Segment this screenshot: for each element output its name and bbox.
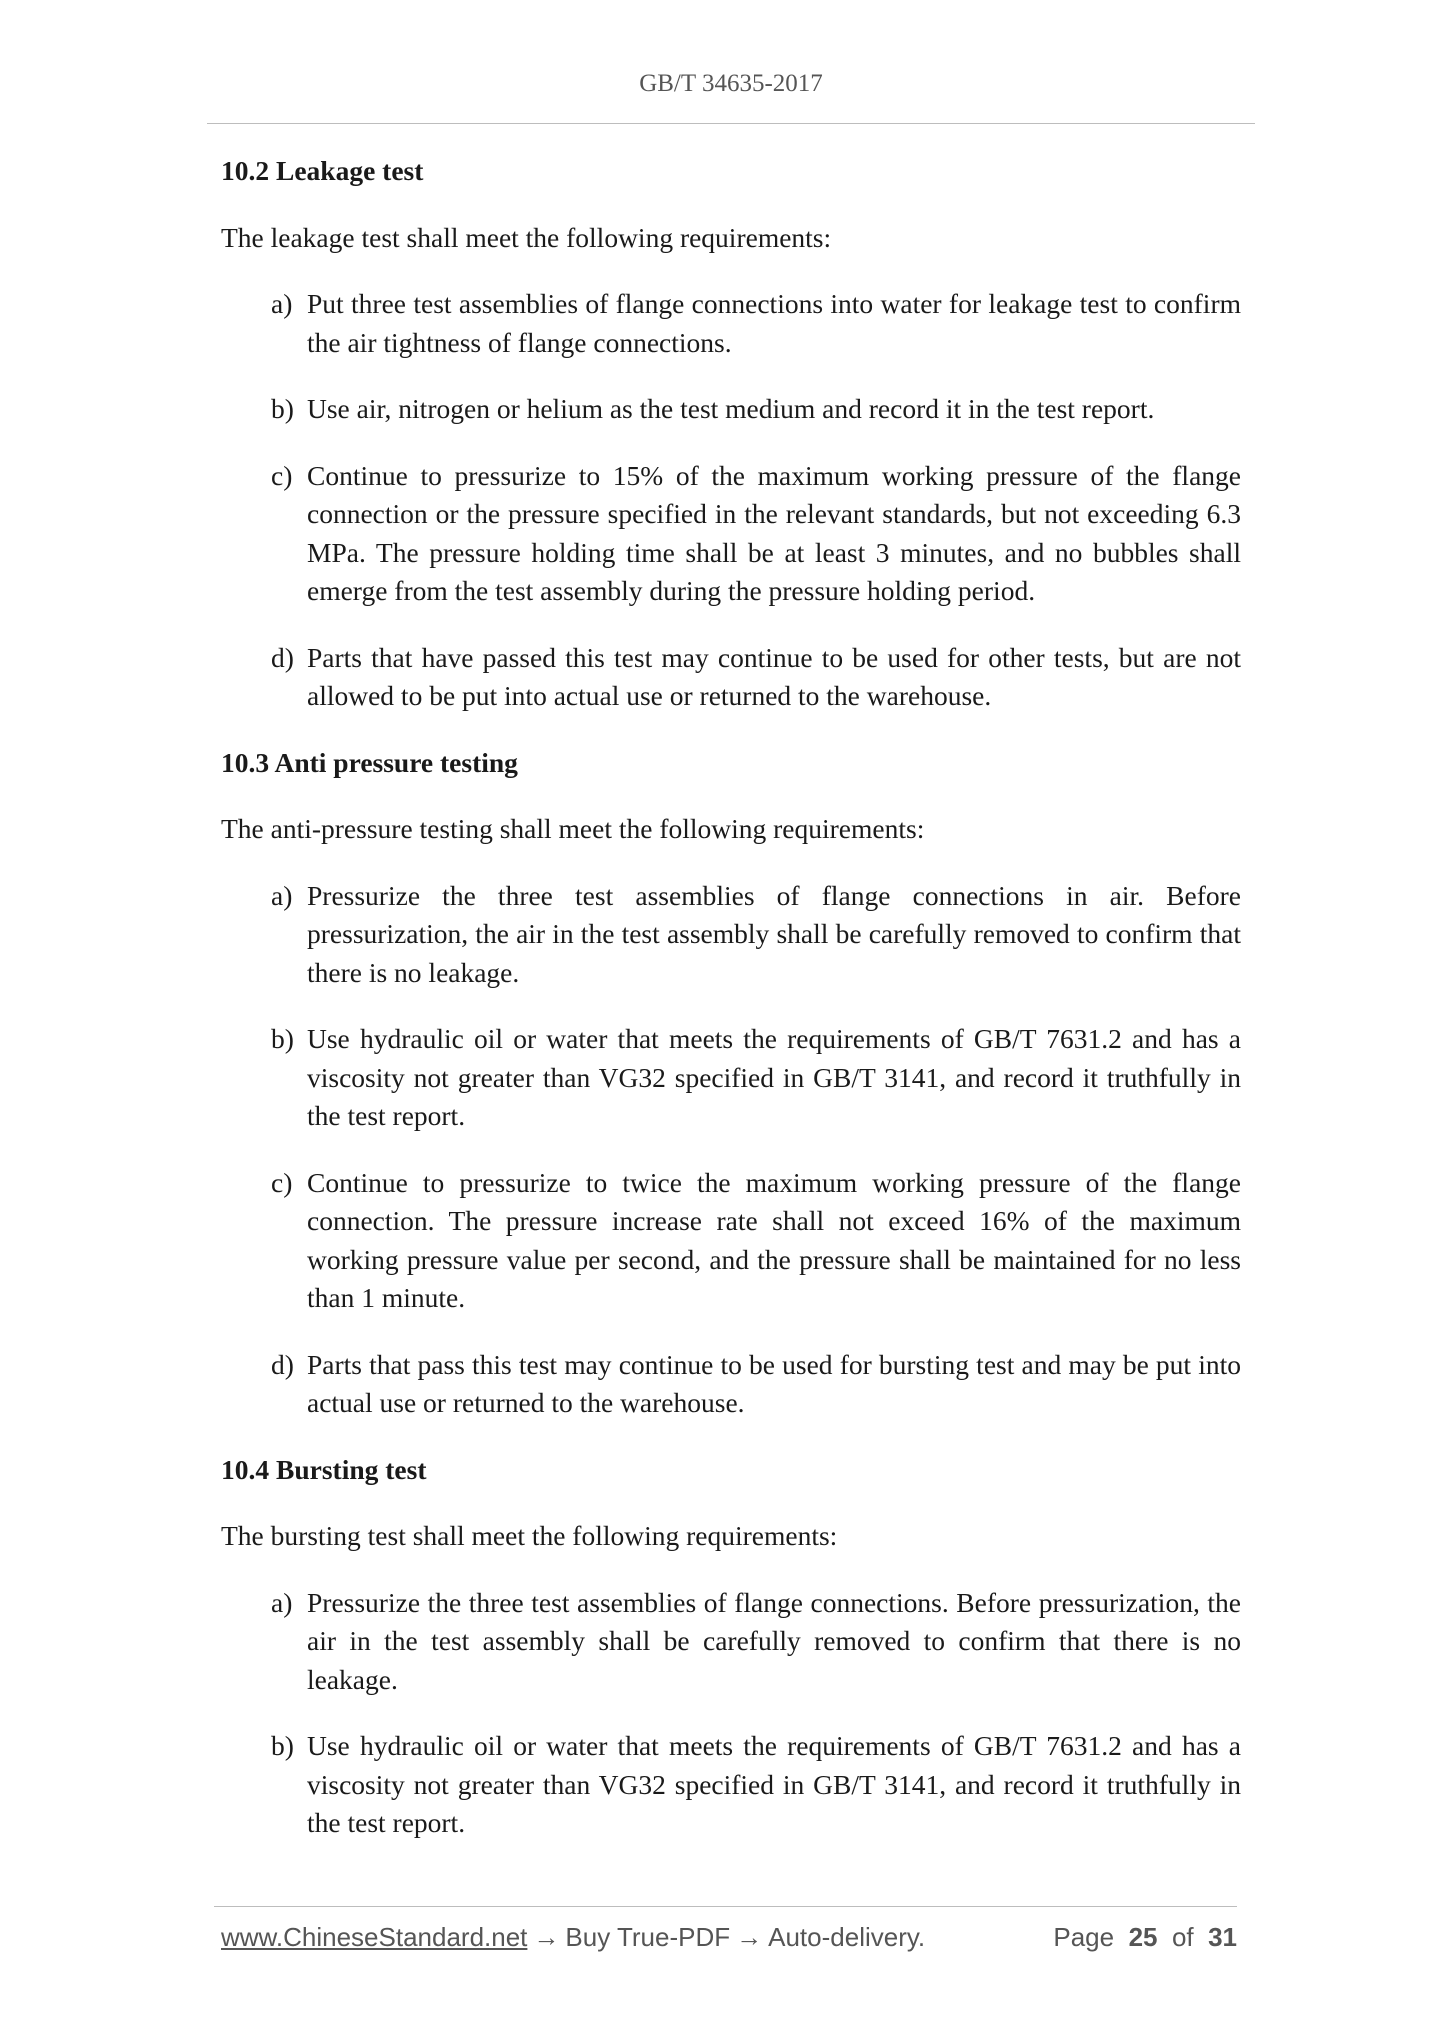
section-10-3 (221, 744, 1241, 1423)
footer-divider (214, 1906, 1237, 1907)
list-marker: b) (271, 1023, 294, 1054)
list-item-text: Use air, nitrogen or helium as the test medium and record it in the test report. (307, 393, 1155, 424)
document-header: GB/T 34635-2017 (639, 70, 823, 97)
section-intro: The leakage test shall meet the following requirements: (221, 221, 832, 253)
arrow-right-icon: → (533, 1922, 560, 1952)
list-marker: a) (271, 879, 293, 911)
list-item-text: Parts that pass this test may continue to be used for bursting test and may be put into actual use or returned to the warehouse. (307, 1348, 1241, 1418)
delivery-text: Auto-delivery. (768, 1922, 926, 1952)
document-body (221, 152, 1241, 1871)
website-link[interactable]: www.ChineseStandard.net (221, 1922, 528, 1952)
section-intro: The bursting test shall meet the following requirements: (221, 1520, 838, 1551)
buy-text: Buy True-PDF (565, 1922, 731, 1952)
list-marker: b) (271, 1730, 294, 1761)
list-marker: c) (271, 459, 293, 491)
list-item (221, 1346, 1241, 1423)
section-heading: 10.2 Leakage test (221, 155, 424, 186)
list-item (221, 390, 1241, 429)
list-item-text: Continue to pressurize to 15% of the maximum working pressure of the flange connection or the pressure specified in the relevant standards, but not exceeding 6.3 MPa. The pressure holding time shall be at least 3 minutes, and no bubbles shall emerge from the test assembly during the pressure holding period. (307, 459, 1241, 606)
section-heading: 10.4 Bursting test (221, 1453, 427, 1485)
requirements-list (221, 877, 1241, 1423)
list-item (221, 1584, 1241, 1700)
list-item-text: Parts that have passed this test may continue to be used for other tests, but are not allowed to be put into actual use or returned to the warehouse. (307, 641, 1241, 711)
section-10-4 (221, 1451, 1241, 1843)
total-pages: 31 (1208, 1922, 1237, 1952)
list-marker: a) (271, 288, 293, 319)
list-item (221, 877, 1241, 993)
list-item (221, 639, 1241, 716)
page-number: 25 (1128, 1922, 1158, 1952)
section-intro: The anti-pressure testing shall meet the following requirements: (221, 813, 925, 844)
page-counter (1053, 1922, 1237, 1953)
list-item-text: Continue to pressurize to twice the maximum working pressure of the flange connection. The pressure increase rate shall not exceed 16% of the maximum working pressure value per second, and the pressure shall be maintained for no less than 1 minute. (307, 1166, 1241, 1313)
list-item-text: Use hydraulic oil or water that meets the requirements of GB/T 7631.2 and has a viscosity not greater than VG32 specified in GB/T 3141, and record it truthfully in the test report. (307, 1730, 1241, 1838)
list-item (221, 457, 1241, 611)
of-label: of (1171, 1922, 1194, 1952)
requirements-list (221, 285, 1241, 716)
page-label: Page (1053, 1922, 1115, 1952)
requirements-list (221, 1584, 1241, 1843)
list-item (221, 1727, 1241, 1843)
list-item (221, 1164, 1241, 1318)
page-footer (221, 1922, 1237, 1953)
list-marker: d) (271, 1348, 294, 1380)
list-item-text: Put three test assemblies of flange connections into water for leakage test to confirm the air tightness of flange connections. (307, 288, 1241, 358)
list-item (221, 285, 1241, 362)
header-divider (207, 123, 1255, 124)
section-heading: 10.3 Anti pressure testing (221, 746, 518, 778)
list-marker: a) (271, 1586, 293, 1618)
list-item-text: Pressurize the three test assemblies of flange connections. Before pressurization, the air in the test assembly shall be carefully removed to confirm that there is no leakage. (307, 1586, 1241, 1695)
list-item-text: Use hydraulic oil or water that meets the requirements of GB/T 7631.2 and has a viscosity not greater than VG32 specified in GB/T 3141, and record it truthfully in the test report. (307, 1023, 1241, 1131)
list-item (221, 1020, 1241, 1136)
arrow-right-icon: → (736, 1922, 763, 1952)
section-10-2 (221, 152, 1241, 716)
list-marker: c) (271, 1166, 293, 1198)
list-item-text: Pressurize the three test assemblies of flange connections in air. Before pressurization, the air in the test assembly shall be carefully removed to confirm that there is no leakage. (307, 879, 1241, 988)
list-marker: b) (271, 393, 294, 424)
list-marker: d) (271, 641, 294, 673)
